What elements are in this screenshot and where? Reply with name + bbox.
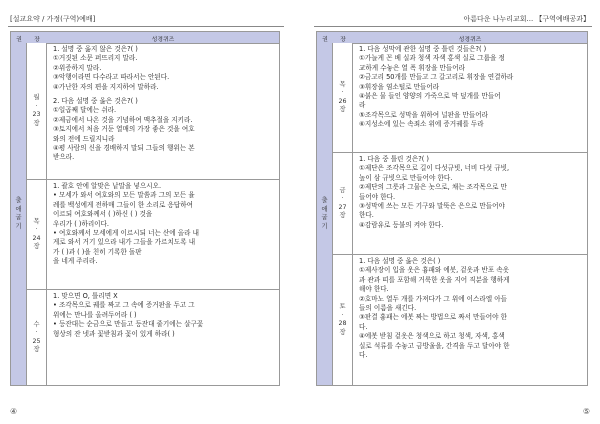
quiz-line: ①일곱째 달에는 쉬라. [53,106,117,115]
header-chapter: 장 [340,36,346,43]
quiz-line: • 조각목으로 궤를 짜고 그 속에 증거판을 두고 그 [53,301,195,310]
right-quiz-table [316,31,588,386]
quiz-line: 2. 다음 설명 중 옳은 것은?( ) [53,97,138,106]
left-page-header: [설교요약 / 가정(구역)예배] [10,15,96,23]
quiz-line: 1. 다음 설명 중 옳은 것은( ) [359,257,441,265]
quiz-line: • 모세가 와서 여호와의 모든 말씀과 그의 모든 율 [53,191,195,200]
quiz-line: ④평 사람의 신을 경배하지 말되 그들의 행위는 본 [53,144,195,153]
quiz-line: 다. [359,322,368,331]
left-header-rule [8,26,284,27]
header-chapter: 장 [34,36,40,43]
quiz-line: 위에는 만나를 올려두어라 ( ) [53,310,137,319]
header-book: 권 [16,36,22,43]
quiz-line: 과 관과 띠를 포함해 거룩한 옷을 지어 직분을 행하게 [359,275,510,284]
quiz-line: 1. 설명 중 옳지 않은 것은?( ) [53,45,138,53]
quiz-line: 다. [359,351,368,360]
quiz-line: • 등잔대는 순금으로 만들고 등잔대 줄기에는 살구꽃 [53,320,204,329]
right-book-label: 출 애 굽 기 [317,43,333,385]
header-book: 권 [322,36,328,43]
day-label-fri-27: 금 · 27 장 [333,153,353,255]
quiz-line: ①제단은 조각목으로 길이 다섯규빗, 너비 다섯 규빗, [359,164,510,173]
quiz-line: 실로 석류를 수놓고 금방울을, 간격을 두고 달아야 한 [359,341,510,350]
quiz-line: ③판결 흉패는 에봇 짜는 방법으로 짜서 만들어야 한 [359,313,507,322]
quiz-line: 가 ( )과 ( )을 친히 기록한 돌판 [53,247,142,256]
quiz-line: ④붉은 물 들인 양양의 가죽으로 막 덮개를 만들어 [359,92,501,101]
quiz-line: 높이 삼 규빗으로 만들어야 한다. [359,173,453,182]
day-label-thu-26: 목 · 26 장 [333,43,353,153]
day-label-wed-25: 수 · 25 장 [27,290,47,385]
quiz-line: 우리가 ( )하리이다. [53,219,110,228]
quiz-cell-ch26 [353,43,587,153]
right-page-number: ⑤ [582,407,590,416]
quiz-line: 형상의 잔 넷과 꽃받침과 꽃이 있게 하라( ) [53,329,175,338]
quiz-line: 1. 다음 중 틀린 것은?( ) [359,155,430,163]
quiz-line: 들의 이름을 새긴다. [359,304,417,313]
quiz-line: 이르되 여호와께서 ( )하신 ( ) 것을 [53,210,153,219]
left-book-label: 출 애 굽 기 [11,43,27,385]
day-label-mon-23: 월 · 23 장 [27,43,47,180]
quiz-line: ③휘장을 염소털로 만들어라 [359,82,440,91]
quiz-cell-ch25 [47,290,279,385]
quiz-line: 해야 한다. [359,285,389,294]
quiz-line: 들어야 한다. [359,192,396,201]
right-header-rule [314,26,592,27]
quiz-cell-ch28 [353,255,587,385]
quiz-line: ④가난한 자의 편을 지지하여 말하라. [53,82,159,91]
left-page-number: ④ [10,407,18,416]
quiz-line: 한다. [359,211,374,220]
quiz-cell-ch24 [47,180,279,290]
quiz-line: ③악행이라면 다수라고 따라서는 안된다. [53,73,170,82]
quiz-line: 을 네게 주리라. [53,257,98,266]
left-quiz-table [10,31,280,386]
right-page [306,0,600,424]
quiz-line: ②제금에서 나온 것을 기념하여 맥추절을 지키라. [53,115,193,124]
quiz-line: 게로 와서 거기 있으라 내가 그들을 가르치도록 내 [53,238,196,247]
quiz-line: 1. 괄호 안에 알맞은 낱말을 넣으시오. [53,182,162,190]
quiz-line: 1. 맞으면 O, 틀리면 X [53,292,118,300]
right-page-header: 아름다운 나누리교회... 【구역예배공과】 [463,15,590,23]
quiz-line: ④감람유로 등불의 켜야 한다. [359,220,444,229]
quiz-cell-ch27 [353,153,587,255]
header-quiz: 성경퀴즈 [151,36,175,43]
quiz-line: • 여호와께서 모세에게 이르시되 너는 산에 올라 내 [53,229,199,238]
quiz-line: ①제사장이 입을 옷은 흉패와 에봇, 겉옷과 반포 속옷 [359,266,510,275]
quiz-line: 라 [359,101,366,110]
quiz-line: 례를 백성에게 전하매 그들이 한 소리로 응답하여 [53,200,193,209]
quiz-line: 교하게 수놓은 열 폭 휘장을 만들어라 [359,63,466,72]
quiz-cell-ch23 [47,43,279,180]
quiz-line: ①가늘게 꼰 베 실과 청색 자색 홍색 실로 그룹을 정 [359,54,505,63]
quiz-line: ⑥지성소에 있는 속죄소 위에 증거궤를 두라 [359,120,484,129]
quiz-line: ③성막에 쓰는 모든 기구와 말뚝은 은으로 만들어야 [359,202,505,211]
quiz-line: ②위증하지 말라. [53,63,102,72]
quiz-line: ①거짓된 소문 퍼뜨리지 말라. [53,54,138,63]
quiz-line: 1. 다음 성막에 관한 설명 중 틀린 것들은?( ) [359,45,487,53]
quiz-line: 받으라. [53,153,75,162]
header-quiz: 성경퀴즈 [458,36,482,43]
day-label-thu-24: 목 · 24 장 [27,180,47,290]
quiz-line: ②제단의 그릇과 그물은 놋으로, 채는 조각목으로 만 [359,183,507,192]
quiz-line: ④에봇 받침 겉옷은 청색으로 하고 청색, 자색, 홍색 [359,332,505,341]
day-label-sat-28: 토 · 28 장 [333,255,353,385]
quiz-line: ③토지에서 처음 거둔 열매의 가장 좋은 것을 여호 [53,125,195,134]
quiz-line: ②금고리 50개를 만들고 그 갈고리로 휘장을 연결하라 [359,73,514,82]
quiz-line: ②호마노 열두 개를 가져다가 그 위에 이스라엘 아들 [359,294,507,303]
quiz-line: 와의 전에 드릴지니라 [53,134,115,143]
quiz-line: ⑤조각목으로 성막을 위하여 널판을 만들어라 [359,110,488,119]
left-page [0,0,292,424]
